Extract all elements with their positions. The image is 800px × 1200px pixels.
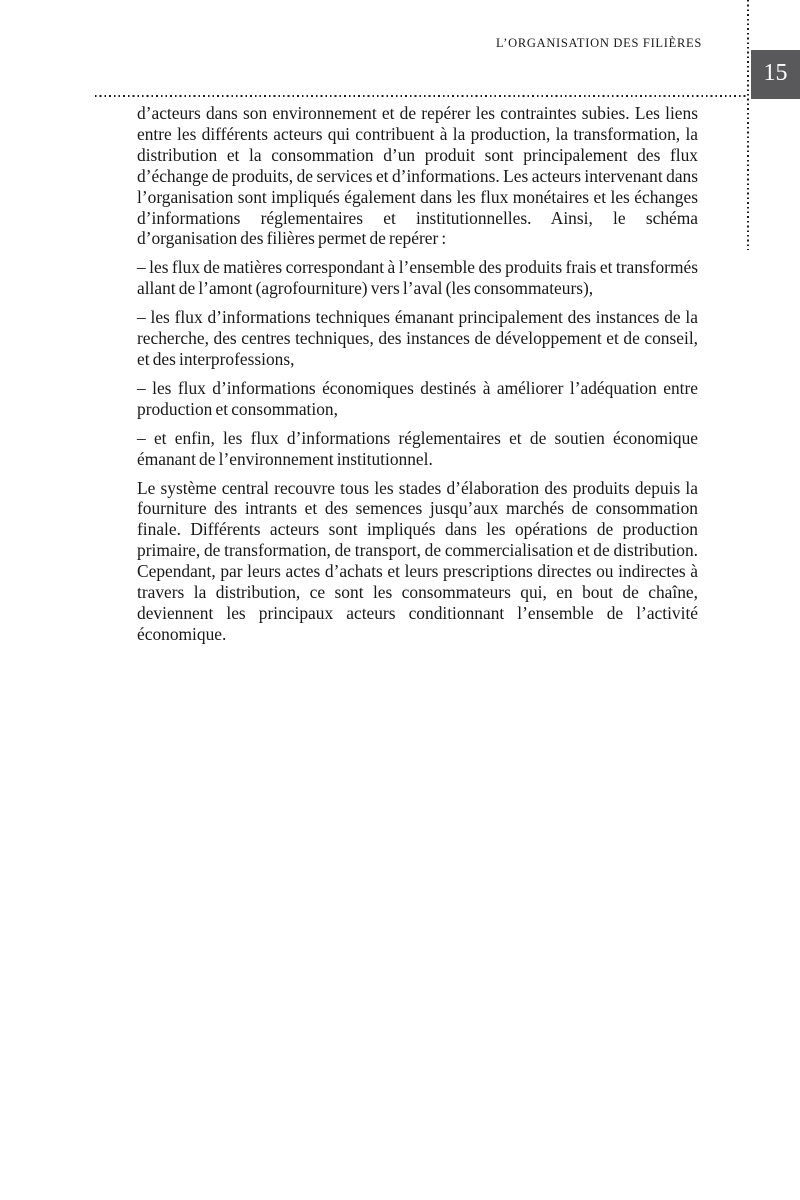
dash-list-item: – et enfin, les flux d’informations réglementaires et de soutien économique émanant de l’environnement institutionnel. — [137, 427, 698, 469]
dash-list-item: – les flux d’informations techniques émanant principalement des instances de la recherche, des centres techniques, des instances de développement et de conseil, et des interprofessions, — [137, 307, 698, 369]
vertical-dotted-rule — [747, 0, 749, 250]
paragraph-continuation: d’acteurs dans son environnement et de repérer les contraintes subies. Les liens entre les différents acteurs qui contribuent à la production, la transformation, la distribution et la consommation d’un produit sont principalement des flux d’échange de produits, de services et d’informations. Les acteurs intervenant dans l’organisation sont impliqués également dans les flux monétaires et les échanges d’informations réglementaires et institutionnelles. Ainsi, le schéma d’organisation des filières permet de repérer : — [137, 103, 698, 249]
horizontal-dotted-rule — [95, 95, 747, 97]
running-header: L’ORGANISATION DES FILIÈRES — [496, 36, 702, 50]
page-number: 15 — [763, 59, 788, 86]
dash-list-item: – les flux d’informations économiques destinés à améliorer l’adéquation entre production et consommation, — [137, 377, 698, 419]
body-text-column — [137, 103, 698, 645]
dash-list-item: – les flux de matières correspondant à l’ensemble des produits frais et transformés allant de l’amont (agrofourniture) vers l’aval (les consommateurs), — [137, 257, 698, 299]
paragraph: Le système central recouvre tous les stades d’élaboration des produits depuis la fourniture des intrants et des semences jusqu’aux marchés de consommation finale. Différents acteurs sont impliqués dans les opérations de production primaire, de transformation, de transport, de commercialisation et de distribution. Cependant, par leurs actes d’achats et leurs prescriptions directes ou indirectes à travers la distribution, ce sont les consommateurs qui, en bout de chaîne, deviennent les principaux acteurs conditionnant l’ensemble de l’activité économique. — [137, 477, 698, 644]
page-number-badge — [751, 50, 800, 99]
